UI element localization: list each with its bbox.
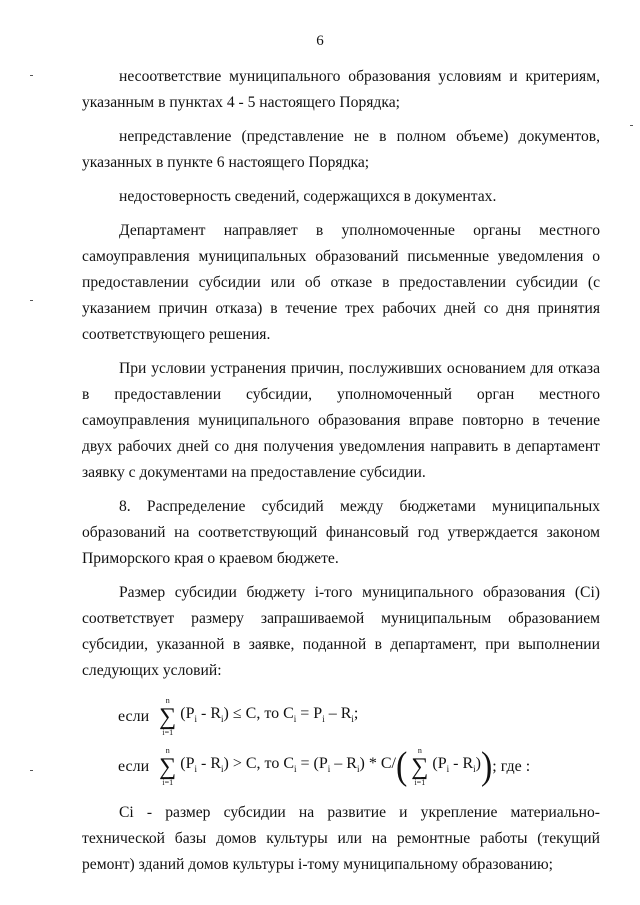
page-body	[82, 64, 600, 886]
formula	[82, 692, 600, 792]
margin-mark	[630, 125, 633, 126]
margin-mark	[30, 300, 33, 301]
formula-expression: $(P_i - R_i) > C$, то $C_i = (P_i - R_i) * C/$	[180, 755, 396, 775]
paragraph: несоответствие муниципального образования условиям и критериям, указанным в пунктах 4 - 5 настоящего Порядка;	[82, 68, 600, 111]
formula-lead: если	[118, 708, 150, 725]
formula-row-1	[82, 692, 600, 742]
formula-row-2	[82, 742, 600, 792]
formula-lead: если	[118, 758, 150, 775]
paragraph: недостоверность сведений, содержащихся в документах.	[119, 188, 497, 205]
formula-tail: ; где :	[492, 758, 531, 775]
paragraph: непредставление (представление не в полном объеме) документов, указанных в пункте 6 настоящего Порядка;	[82, 128, 600, 171]
paren-close: )	[480, 745, 493, 788]
paragraph: При условии устранения причин, послуживших основанием для отказа в предоставлении субсидии, уполномоченный орган местного самоуправления муниципального образования вправе повторно в течение двух рабочих дней со дня получения уведомления направить в департамент заявку с документами на предоставление субсидии.	[82, 360, 600, 481]
margin-mark	[30, 770, 33, 771]
paren-open: (	[395, 745, 408, 788]
sum-sign: n ∑ i=1	[159, 746, 177, 787]
sum-sign: n ∑ i=1	[159, 696, 177, 737]
margin-mark	[30, 75, 33, 76]
paragraph: Ci - размер субсидии на развитие и укрепление материально-технической базы домов культуры или на ремонтные работы (текущий ремонт) зданий домов культуры i-тому муниципальному образованию;	[82, 804, 600, 873]
formula-expression: $(P_i - R_i) \le C$, то $C_i = P_i - R_i$;	[180, 705, 359, 725]
paragraph: Размер субсидии бюджету i-того муниципального образования (Ci) соответствует размеру запрашиваемой муниципальным образованием субсидии, указанной в заявке, поданной в департамент, при выполнении следующих условий:	[82, 584, 600, 679]
formula-expression: $(P_i - R_i)$	[432, 755, 481, 775]
paragraph: 8. Распределение субсидий между бюджетами муниципальных образований на соответствующий финансовый год утверждается законом Приморского края о краевом бюджете.	[82, 498, 600, 567]
sum-sign: n ∑ i=1	[411, 746, 429, 787]
paragraph: Департамент направляет в уполномоченные органы местного самоуправления муниципальных образований письменные уведомления о предоставлении субсидии или об отказе в предоставлении субсидии (с указанием причин отказа) в течение трех рабочих дней со дня принятия соответствующего решения.	[82, 222, 600, 343]
page-number: 6	[316, 33, 324, 49]
